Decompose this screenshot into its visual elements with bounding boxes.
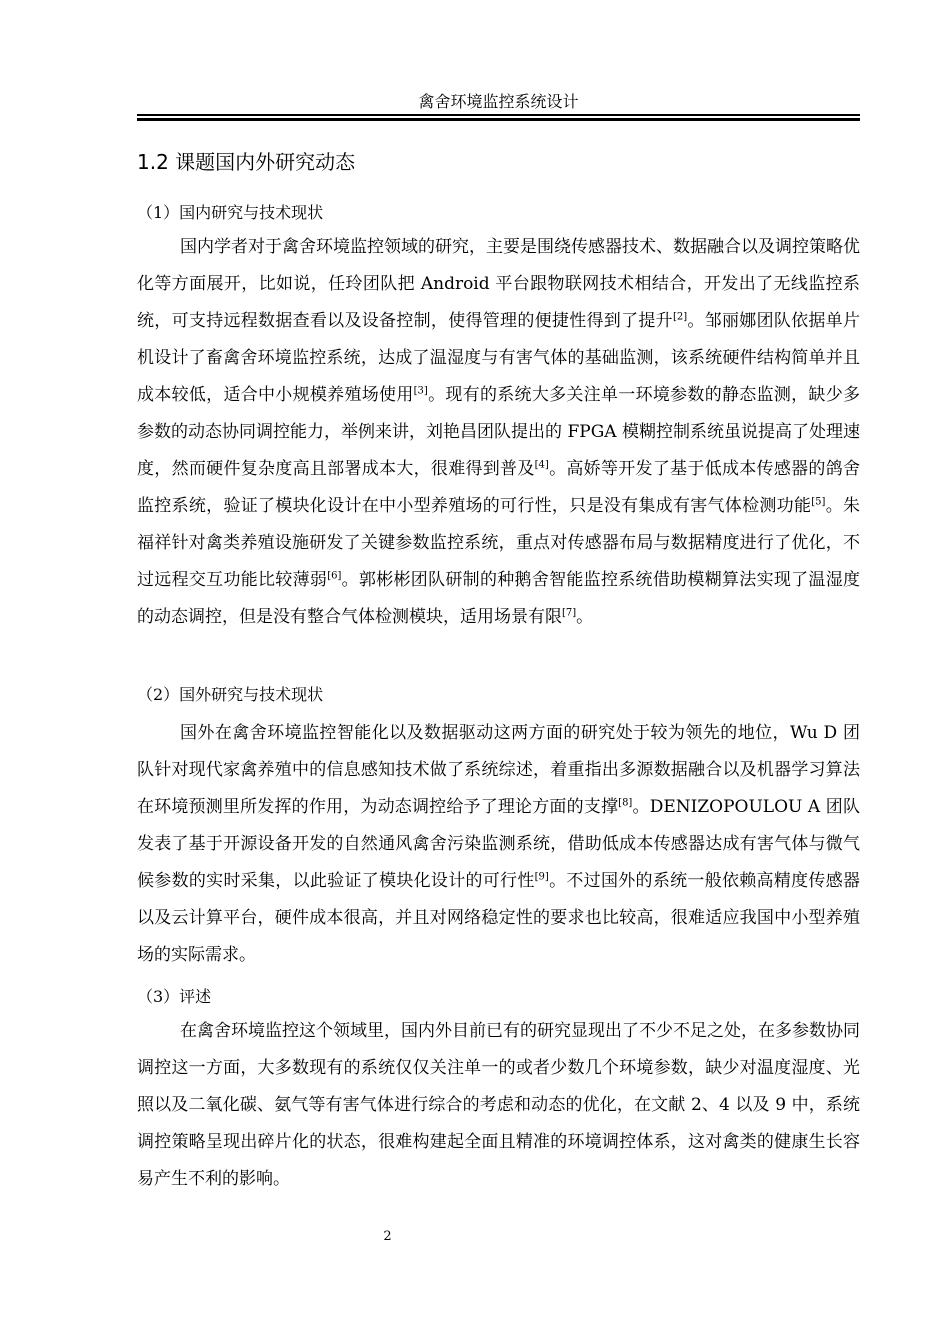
header-rule-thick — [137, 118, 860, 121]
subsection-title-review: （3）评述 — [137, 987, 212, 1006]
text-run: 。邹丽娜团队依据单片机设计了畜禽舍环境监控系统，达成了温湿度与有害气体的基础监测，该系统硬件结构简单并且成本较低，适合中小规模养殖场使用 — [137, 311, 861, 405]
text-run: 。 — [576, 607, 594, 627]
text-run: 。现有的系统大多关注单一环境参数的静态监测，缺少多参数的动态协同调控能力，举例来讲，刘艳昌团队提出的 FPGA 模糊控制系统虽说提高了处理速度，然而硬件复杂度高且部署成本大，很难得到普及 — [137, 385, 861, 479]
citation: [5] — [811, 496, 826, 508]
subsection-title-domestic: （1）国内研究与技术现状 — [137, 203, 324, 222]
citation: [6] — [327, 570, 342, 582]
citation: [9] — [534, 871, 549, 883]
paragraph-review: 在禽舍环境监控这个领域里，国内外目前已有的研究显现出了不少不足之处，在多参数协同调控这一方面，大多数现有的系统仅仅关注单一的或者少数几个环境参数，缺少对温度湿度、光照以及二氧化碳、氨气等有害气体进行综合的考虑和动态的优化，在文献 2、4 以及 9 中，系统调控策略呈现出碎片化的状态，很难构建起全面且精准的环境调控体系，这对禽类的健康生长容易产生不利的影响。 — [137, 1021, 860, 1189]
citation: [3] — [413, 385, 428, 397]
subsection-title-foreign: （2）国外研究与技术现状 — [137, 685, 324, 704]
text-run: 。高娇等开发了基于低成本传感器的鸽舍监控系统，验证了模块化设计在中小型养殖场的可行性，只是没有集成有害气体检测功能 — [137, 459, 861, 516]
text-run: 。郭彬彬团队研制的种鹅舍智能监控系统借助模糊算法实现了温湿度的动态调控，但是没有整合气体检测模块，适用场景有限 — [137, 570, 861, 627]
paragraph-domestic — [137, 229, 860, 636]
text-run: 。不过国外的系统一般依赖高精度传感器以及云计算平台，硬件成本很高，并且对网络稳定性的要求也比较高，很难适应我国中小型养殖场的实际需求。 — [137, 871, 861, 965]
text-run: 。DENIZOPOULOU A 团队发表了基于开源设备开发的自然通风禽舍污染监测系统，借助低成本传感器达成有害气体与微气候参数的实时采集，以此验证了模块化设计的可行性 — [137, 797, 860, 891]
citation: [8] — [618, 797, 633, 809]
citation: [2] — [672, 311, 688, 323]
page-number: 2 — [383, 1229, 392, 1244]
text-run: 国外在禽舍环境监控智能化以及数据驱动这两方面的研究处于较为领先的地位，Wu D 团队针对现代家禽养殖中的信息感知技术做了系统综述，着重指出多源数据融合以及机器学习算法在环境预测里所发挥的作用，为动态调控给予了理论方面的支撑 — [137, 723, 860, 817]
text-run: 。朱福祥针对禽类养殖设施研发了关键参数监控系统，重点对传感器布局与数据精度进行了优化，不过远程交互功能比较薄弱 — [137, 496, 860, 590]
citation: [7] — [562, 607, 577, 619]
citation: [4] — [534, 459, 549, 471]
section-heading: 1.2 课题国内外研究动态 — [137, 150, 356, 174]
running-header: 禽舍环境监控系统设计 — [418, 92, 579, 111]
header-rule-thin — [137, 114, 860, 116]
paragraph-foreign — [137, 715, 860, 974]
text-run: 国内学者对于禽舍环境监控领域的研究，主要是围绕传感器技术、数据融合以及调控策略优化等方面展开，比如说，任玲团队把 Android 平台跟物联网技术相结合，开发出了无线监控系统，可支持远程数据查看以及设备控制，使得管理的便捷性得到了提升 — [137, 237, 860, 331]
